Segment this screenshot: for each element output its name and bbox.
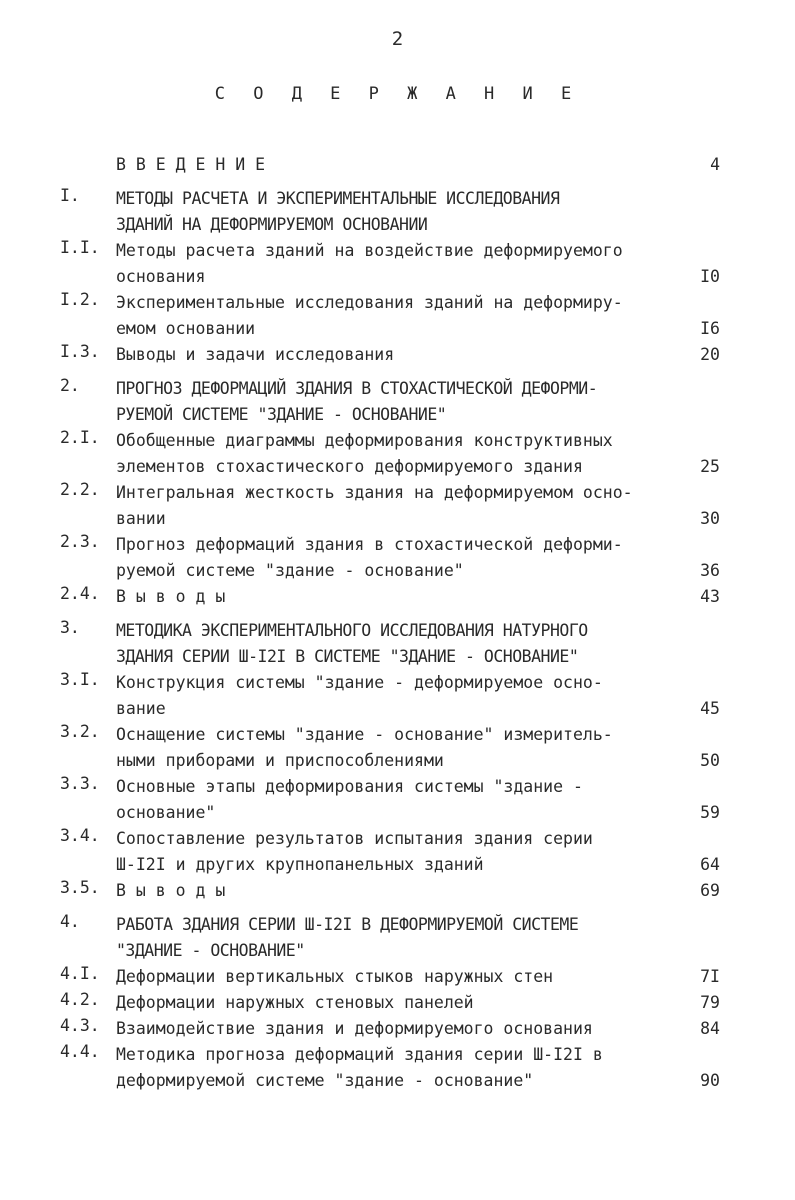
toc-entry-page: 4 xyxy=(710,155,720,174)
toc-entry-page: 64 xyxy=(700,855,720,874)
toc-entry-line: емом основании xyxy=(116,319,256,338)
toc-entry-number: I. xyxy=(60,186,80,205)
toc-entry-page: I0 xyxy=(700,267,720,286)
toc-entry-line: Взаимодействие здания и деформируемого основания xyxy=(116,1019,593,1038)
toc-entry-line: РАБОТА ЗДАНИЯ СЕРИИ Ш-I2I В ДЕФОРМИРУЕМОЙ СИСТЕМЕ xyxy=(116,915,579,934)
toc-entry-number: 3.2. xyxy=(60,722,100,741)
toc-entry-line: Выводы и задачи исследования xyxy=(116,345,395,364)
page-title: С О Д Е Р Ж А Н И Е xyxy=(214,84,581,104)
toc-entry xyxy=(60,964,720,990)
toc-entry-page: 36 xyxy=(700,561,720,580)
toc-entry-number: 2.4. xyxy=(60,584,100,603)
toc-entry-number: 2.2. xyxy=(60,480,100,499)
toc-entry-title xyxy=(116,1042,670,1094)
toc-entry-page: 30 xyxy=(700,509,720,528)
toc-entry-page: 43 xyxy=(700,587,720,606)
toc-entry-line: Деформации вертикальных стыков наружных стен xyxy=(116,967,554,986)
toc-entry-line: Методы расчета зданий на воздействие деформируемого xyxy=(116,241,623,260)
toc-entry xyxy=(60,428,720,480)
toc-entry xyxy=(60,480,720,532)
toc-entry xyxy=(60,238,720,290)
toc-entry-title xyxy=(116,480,670,532)
toc-entry-line: Интегральная жесткость здания на деформируемом осно- xyxy=(116,483,633,502)
toc-entry-title xyxy=(116,238,670,290)
toc-entry xyxy=(60,1016,720,1042)
toc-entry-line: "ЗДАНИЕ - ОСНОВАНИЕ" xyxy=(116,941,305,960)
toc-entry-number: 3.5. xyxy=(60,878,100,897)
toc-section xyxy=(60,376,720,428)
toc-entry-line: Методика прогноза деформаций здания серии Ш-I2I в xyxy=(116,1045,603,1064)
toc-entry-title xyxy=(116,290,670,342)
toc-entry-number: 3.3. xyxy=(60,774,100,793)
toc-entry-title xyxy=(116,912,670,964)
toc-entry-number: 4.4. xyxy=(60,1042,100,1061)
toc-section xyxy=(60,912,720,964)
toc-entry-number: 4. xyxy=(60,912,80,931)
toc-entry-line: вании xyxy=(116,509,166,528)
toc-entry xyxy=(60,774,720,826)
toc-entry-title xyxy=(116,1016,670,1042)
toc-entry xyxy=(60,990,720,1016)
toc-entry-line: В ы в о д ы xyxy=(116,587,226,606)
table-of-contents xyxy=(60,152,720,1094)
toc-entry-page: 7I xyxy=(700,967,720,986)
toc-entry-page: 59 xyxy=(700,803,720,822)
toc-entry-line: ными приборами и приспособлениями xyxy=(116,751,444,770)
toc-entry-line: ЗДАНИЙ НА ДЕФОРМИРУЕМОМ ОСНОВАНИИ xyxy=(116,215,428,234)
toc-entry-number: 2. xyxy=(60,376,80,395)
toc-entry xyxy=(60,584,720,610)
toc-entry-number: 4.3. xyxy=(60,1016,100,1035)
toc-entry-number: I.I. xyxy=(60,238,100,257)
toc-entry-line: основания xyxy=(116,267,206,286)
toc-entry-title xyxy=(116,428,670,480)
toc-entry-line: Деформации наружных стеновых панелей xyxy=(116,993,474,1012)
toc-section xyxy=(60,186,720,238)
toc-entry-page: 84 xyxy=(700,1019,720,1038)
toc-entry-number: 4.I. xyxy=(60,964,100,983)
toc-entry-title xyxy=(116,964,670,990)
toc-entry-line: Сопоставление результатов испытания здания серии xyxy=(116,829,593,848)
toc-entry-line: Оснащение системы "здание - основание" измеритель- xyxy=(116,725,613,744)
toc-entry-line: Обобщенные диаграммы деформирования конструктивных xyxy=(116,431,613,450)
toc-entry xyxy=(60,670,720,722)
toc-entry-line: Основные этапы деформирования системы "здание - xyxy=(116,777,583,796)
toc-entry-line: Экспериментальные исследования зданий на деформиру- xyxy=(116,293,623,312)
toc-entry-number: 3. xyxy=(60,618,80,637)
toc-entry xyxy=(60,290,720,342)
toc-entry-line: ЗДАНИЯ СЕРИИ Ш-I2I В СИСТЕМЕ "ЗДАНИЕ - ОСНОВАНИЕ" xyxy=(116,647,579,666)
toc-entry-line: вание xyxy=(116,699,166,718)
toc-entry-line: МЕТОДИКА ЭКСПЕРИМЕНТАЛЬНОГО ИССЛЕДОВАНИЯ НАТУРНОГО xyxy=(116,621,588,640)
toc-entry xyxy=(60,722,720,774)
toc-entry-page: 50 xyxy=(700,751,720,770)
toc-entry-title xyxy=(116,722,670,774)
toc-entry-title xyxy=(116,990,670,1016)
toc-entry-title xyxy=(116,152,670,178)
toc-entry-title xyxy=(116,826,670,878)
page-number: 2 xyxy=(391,28,404,50)
toc-entry-line: МЕТОДЫ РАСЧЕТА И ЭКСПЕРИМЕНТАЛЬНЫЕ ИССЛЕДОВАНИЯ xyxy=(116,189,560,208)
toc-entry-page: 45 xyxy=(700,699,720,718)
toc-entry-line: ПРОГНОЗ ДЕФОРМАЦИЙ ЗДАНИЯ В СТОХАСТИЧЕСКОЙ ДЕФОРМИ- xyxy=(116,379,598,398)
toc-entry-number: 3.I. xyxy=(60,670,100,689)
toc-entry xyxy=(60,1042,720,1094)
toc-section xyxy=(60,618,720,670)
toc-entry-page: I6 xyxy=(700,319,720,338)
toc-entry-line: В ы в о д ы xyxy=(116,881,226,900)
toc-entry-line: руемой системе "здание - основание" xyxy=(116,561,464,580)
toc-entry-page: 25 xyxy=(700,457,720,476)
toc-entry-line: В В Е Д Е Н И Е xyxy=(116,155,266,174)
toc-entry-line: Конструкция системы "здание - деформируемое осно- xyxy=(116,673,603,692)
toc-entry-number: 2.3. xyxy=(60,532,100,551)
toc-entry-number: I.3. xyxy=(60,342,100,361)
toc-entry-number: 2.I. xyxy=(60,428,100,447)
toc-entry-title xyxy=(116,774,670,826)
toc-entry-title xyxy=(116,584,670,610)
toc-entry-title xyxy=(116,618,670,670)
toc-entry-number: 4.2. xyxy=(60,990,100,1009)
toc-entry xyxy=(60,152,720,178)
toc-entry-page: 90 xyxy=(700,1071,720,1090)
toc-entry-title xyxy=(116,670,670,722)
toc-entry-line: Ш-I2I и других крупнопанельных зданий xyxy=(116,855,484,874)
toc-entry xyxy=(60,826,720,878)
toc-entry xyxy=(60,878,720,904)
toc-entry-line: элементов стохастического деформируемого здания xyxy=(116,457,583,476)
toc-entry-number: 3.4. xyxy=(60,826,100,845)
toc-entry xyxy=(60,342,720,368)
toc-entry-title xyxy=(116,376,670,428)
toc-entry xyxy=(60,532,720,584)
toc-entry-title xyxy=(116,532,670,584)
toc-entry-line: Прогноз деформаций здания в стохастической деформи- xyxy=(116,535,623,554)
toc-entry-title xyxy=(116,878,670,904)
toc-entry-title xyxy=(116,186,670,238)
toc-entry-page: 20 xyxy=(700,345,720,364)
toc-entry-title xyxy=(116,342,670,368)
toc-entry-number: I.2. xyxy=(60,290,100,309)
toc-entry-line: деформируемой системе "здание - основание" xyxy=(116,1071,534,1090)
toc-entry-line: основание" xyxy=(116,803,216,822)
toc-entry-page: 69 xyxy=(700,881,720,900)
toc-entry-line: РУЕМОЙ СИСТЕМЕ "ЗДАНИЕ - ОСНОВАНИЕ" xyxy=(116,405,447,424)
toc-entry-page: 79 xyxy=(700,993,720,1012)
toc-entry-number xyxy=(60,152,116,178)
